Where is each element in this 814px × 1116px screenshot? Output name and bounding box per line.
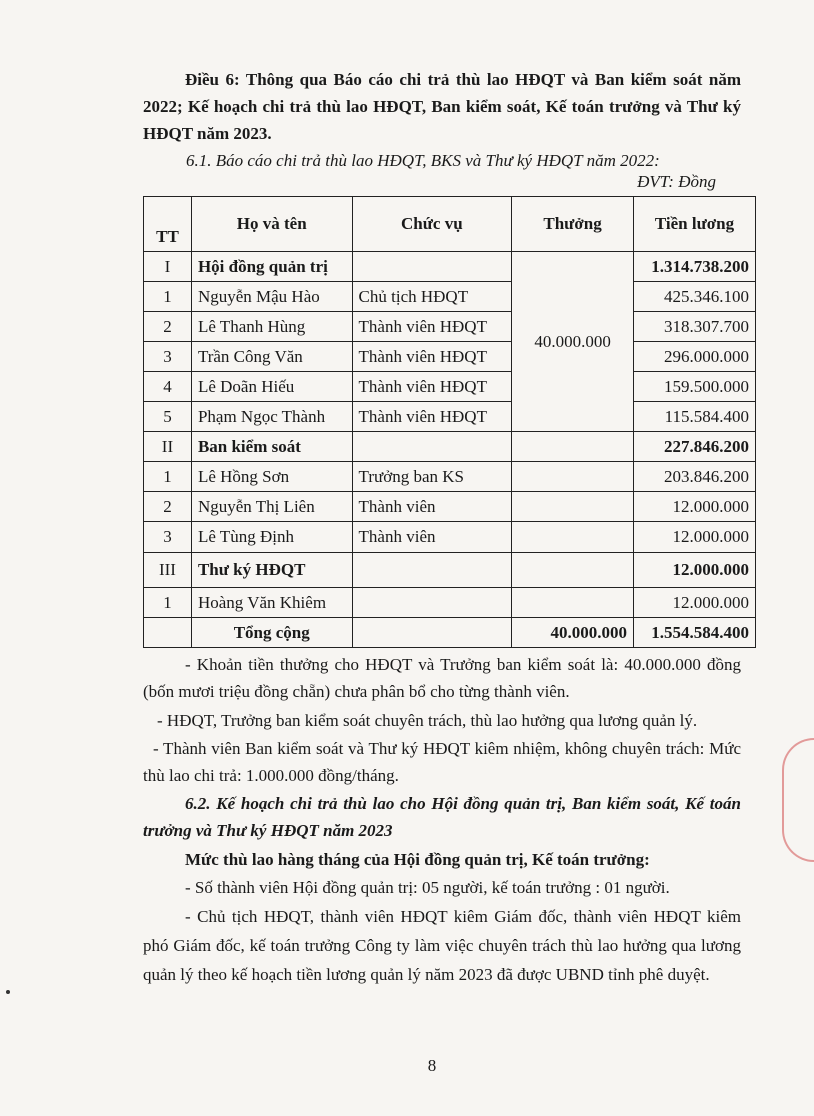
total-tt [144, 618, 192, 648]
row-tt: 1 [144, 462, 192, 492]
table-row-group [144, 252, 756, 282]
row-role [352, 432, 512, 462]
row-bonus [512, 588, 634, 618]
row-salary: 159.500.000 [634, 372, 756, 402]
table-total-row [144, 618, 756, 648]
merged-bonus-cell: 40.000.000 [512, 252, 634, 432]
total-role [352, 618, 512, 648]
row-name: Lê Hồng Sơn [191, 462, 352, 492]
row-role: Thành viên HĐQT [352, 402, 512, 432]
row-name: Nguyễn Thị Liên [191, 492, 352, 522]
table-row-group [144, 553, 756, 588]
row-name: Thư ký HĐQT [191, 553, 352, 588]
row-tt: 4 [144, 372, 192, 402]
total-label: Tổng cộng [191, 618, 352, 648]
page-number: 8 [427, 1056, 437, 1075]
row-role: Thành viên [352, 492, 512, 522]
remuneration-table [143, 196, 756, 648]
row-role [352, 553, 512, 588]
row-name: Lê Doãn Hiếu [191, 372, 352, 402]
table-row [144, 588, 756, 618]
row-salary: 227.846.200 [634, 432, 756, 462]
row-name: Hoàng Văn Khiêm [191, 588, 352, 618]
row-role: Thành viên HĐQT [352, 342, 512, 372]
note-salary: - HĐQT, Trưởng ban kiểm soát chuyên trách, thù lao hưởng qua lương quản lý. [157, 711, 698, 730]
row-role [352, 588, 512, 618]
note-part-time: - Thành viên Ban kiểm soát và Thư ký HĐQT kiêm nhiệm, không chuyên trách: Mức thù lao chi trả: 1.000.000 đồng/tháng. [143, 739, 741, 785]
row-salary: 296.000.000 [634, 342, 756, 372]
unit-label: ĐVT: Đồng [637, 172, 716, 191]
row-name: Phạm Ngọc Thành [191, 402, 352, 432]
table-row [144, 462, 756, 492]
row-salary: 12.000.000 [634, 588, 756, 618]
table-header-row [144, 197, 756, 252]
header-salary: Tiền lương [634, 197, 756, 252]
total-salary: 1.554.584.400 [634, 618, 756, 648]
row-role: Trưởng ban KS [352, 462, 512, 492]
row-bonus [512, 462, 634, 492]
header-bonus: Thưởng [512, 197, 634, 252]
section-2-subheading: Mức thù lao hàng tháng của Hội đồng quản trị, Kế toán trưởng: [185, 850, 650, 869]
row-name: Hội đồng quản trị [191, 252, 352, 282]
row-tt: 1 [144, 588, 192, 618]
row-tt: 2 [144, 492, 192, 522]
row-salary: 1.314.738.200 [634, 252, 756, 282]
section-2-line-2: - Chủ tịch HĐQT, thành viên HĐQT kiêm Giám đốc, thành viên HĐQT kiêm phó Giám đốc, kế toán trưởng Công ty làm việc chuyên trách thù lao hưởng qua lương quản lý theo kế hoạch tiền lương quản lý năm 2023 đã được UBND tỉnh phê duyệt. [143, 907, 741, 984]
row-name: Trần Công Văn [191, 342, 352, 372]
row-tt: 3 [144, 522, 192, 553]
row-salary: 425.346.100 [634, 282, 756, 312]
row-role [352, 252, 512, 282]
row-salary: 12.000.000 [634, 553, 756, 588]
scan-dot [6, 990, 10, 994]
row-role: Thành viên [352, 522, 512, 553]
row-salary: 203.846.200 [634, 462, 756, 492]
row-role: Chủ tịch HĐQT [352, 282, 512, 312]
table-row [144, 402, 756, 432]
table-row [144, 372, 756, 402]
section-2-title: 6.2. Kế hoạch chi trả thù lao cho Hội đồng quản trị, Ban kiểm soát, Kế toán trưởng và Thư ký HĐQT năm 2023 [143, 794, 741, 840]
row-tt: 5 [144, 402, 192, 432]
table-row-group [144, 432, 756, 462]
header-tt: TT [144, 197, 192, 252]
row-role: Thành viên HĐQT [352, 372, 512, 402]
section-1-title: 6.1. Báo cáo chi trả thù lao HĐQT, BKS và Thư ký HĐQT năm 2022: [186, 151, 660, 170]
row-tt: II [144, 432, 192, 462]
row-tt: 3 [144, 342, 192, 372]
row-tt: III [144, 553, 192, 588]
table-row [144, 492, 756, 522]
table-row [144, 312, 756, 342]
row-name: Nguyễn Mậu Hào [191, 282, 352, 312]
total-bonus: 40.000.000 [512, 618, 634, 648]
row-bonus [512, 432, 634, 462]
row-name: Lê Thanh Hùng [191, 312, 352, 342]
row-role: Thành viên HĐQT [352, 312, 512, 342]
row-salary: 318.307.700 [634, 312, 756, 342]
note-bonus: - Khoản tiền thưởng cho HĐQT và Trưởng ban kiểm soát là: 40.000.000 đồng (bốn mươi triệu đồng chẵn) chưa phân bổ cho từng thành viên. [143, 655, 741, 701]
table-row [144, 282, 756, 312]
table-row [144, 342, 756, 372]
row-bonus [512, 553, 634, 588]
row-name: Lê Tùng Định [191, 522, 352, 553]
section-2-line-1: - Số thành viên Hội đồng quản trị: 05 người, kế toán trưởng : 01 người. [185, 878, 670, 897]
article-heading: Điều 6: Thông qua Báo cáo chi trả thù lao HĐQT và Ban kiểm soát năm 2022; Kế hoạch chi trả thù lao HĐQT, Ban kiểm soát, Kế toán trưởng và Thư ký HĐQT năm 2023. [143, 70, 741, 143]
header-name: Họ và tên [191, 197, 352, 252]
row-salary: 12.000.000 [634, 492, 756, 522]
header-role: Chức vụ [352, 197, 512, 252]
row-tt: 1 [144, 282, 192, 312]
table-row [144, 522, 756, 553]
row-salary: 12.000.000 [634, 522, 756, 553]
row-bonus [512, 522, 634, 553]
row-tt: I [144, 252, 192, 282]
row-bonus [512, 492, 634, 522]
row-name: Ban kiểm soát [191, 432, 352, 462]
row-tt: 2 [144, 312, 192, 342]
stamp-edge [782, 738, 814, 862]
row-salary: 115.584.400 [634, 402, 756, 432]
